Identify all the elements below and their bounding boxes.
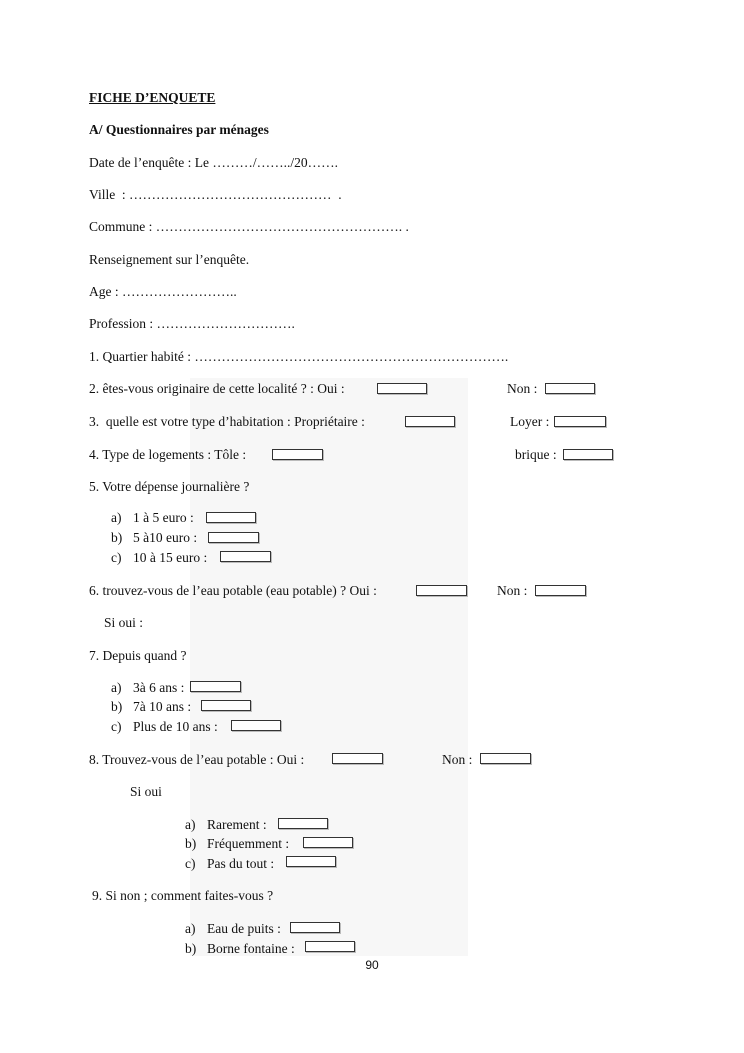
q7-question: 7. Depuis quand ?: [89, 648, 187, 663]
q3-question: 3. quelle est votre type d’habitation : Propriétaire :: [89, 414, 365, 429]
q4-brique-label: brique :: [515, 447, 557, 462]
q6-oui-checkbox[interactable]: [416, 585, 467, 596]
q2-oui-checkbox[interactable]: [377, 383, 427, 394]
age-field: Age : ……………………..: [89, 284, 237, 299]
q7-option-a-checkbox[interactable]: [190, 681, 241, 692]
q5-option-label: 5 à10 euro :: [133, 530, 198, 545]
q6-non-checkbox[interactable]: [535, 585, 586, 596]
q8-option-label: Fréquemment :: [207, 836, 290, 851]
q8-option-b-checkbox[interactable]: [303, 837, 353, 848]
q8-option-label: Pas du tout :: [207, 856, 275, 871]
q3-loyer-label: Loyer :: [510, 414, 550, 429]
section-heading: A/ Questionnaires par ménages: [89, 122, 269, 137]
q6-followup: Si oui :: [104, 615, 144, 630]
q2-non-checkbox[interactable]: [545, 383, 595, 394]
document-title: FICHE D’ENQUETE: [89, 90, 216, 105]
q7-option-label: 7à 10 ans :: [133, 699, 192, 714]
q7-option-c-checkbox[interactable]: [231, 720, 281, 731]
q7-option-label: 3à 6 ans :: [133, 680, 185, 695]
profession-field: Profession : ………………………….: [89, 316, 295, 331]
q4-question: 4. Type de logements : Tôle :: [89, 447, 247, 462]
q7-option-marker: b): [111, 699, 123, 714]
q8-option-a-checkbox[interactable]: [278, 818, 328, 829]
q5-question: 5. Votre dépense journalière ?: [89, 479, 250, 494]
q5-option-marker: a): [111, 510, 122, 525]
renseignement-label: Renseignement sur l’enquête.: [89, 252, 250, 267]
q8-option-c-checkbox[interactable]: [286, 856, 336, 867]
q9-option-b-checkbox[interactable]: [305, 941, 355, 952]
q7-option-b-checkbox[interactable]: [201, 700, 251, 711]
q3-proprietaire-checkbox[interactable]: [405, 416, 455, 427]
ville-field: Ville : ……………………………………… .: [89, 187, 342, 202]
q7-option-marker: a): [111, 680, 122, 695]
q6-non-label: Non :: [497, 583, 528, 598]
q2-question: 2. êtes-vous originaire de cette localité ? : Oui :: [89, 381, 345, 396]
q5-option-a-checkbox[interactable]: [206, 512, 256, 523]
q2-non-label: Non :: [507, 381, 538, 396]
q7-option-label: Plus de 10 ans :: [133, 719, 218, 734]
q9-question: 9. Si non ; comment faites-vous ?: [92, 888, 274, 903]
q5-option-b-checkbox[interactable]: [208, 532, 259, 543]
page-number: 90: [365, 958, 379, 972]
q8-option-marker: b): [185, 836, 197, 851]
q9-option-marker: a): [185, 921, 196, 936]
q6-question: 6. trouvez-vous de l’eau potable (eau potable) ? Oui :: [89, 583, 377, 598]
commune-field: Commune : ………………………………………………. .: [89, 219, 409, 234]
q5-option-c-checkbox[interactable]: [220, 551, 271, 562]
q5-option-label: 1 à 5 euro :: [133, 510, 194, 525]
date-field: Date de l’enquête : Le ………/……../20…….: [89, 155, 338, 170]
q4-brique-checkbox[interactable]: [563, 449, 613, 460]
q8-non-checkbox[interactable]: [480, 753, 531, 764]
q1-quartier: 1. Quartier habité : …………………………………………………………….: [89, 349, 509, 364]
q8-option-label: Rarement :: [207, 817, 267, 832]
q9-option-label: Borne fontaine :: [207, 941, 295, 956]
q3-loyer-checkbox[interactable]: [554, 416, 606, 427]
q8-option-marker: c): [185, 856, 196, 871]
q7-option-marker: c): [111, 719, 122, 734]
q8-oui-checkbox[interactable]: [332, 753, 383, 764]
q8-option-marker: a): [185, 817, 196, 832]
q9-option-a-checkbox[interactable]: [290, 922, 340, 933]
q8-followup: Si oui: [130, 784, 162, 799]
q4-tole-checkbox[interactable]: [272, 449, 323, 460]
q9-option-label: Eau de puits :: [207, 921, 281, 936]
q8-non-label: Non :: [442, 752, 473, 767]
q5-option-marker: b): [111, 530, 123, 545]
q5-option-label: 10 à 15 euro :: [133, 550, 208, 565]
q8-question: 8. Trouvez-vous de l’eau potable : Oui :: [89, 752, 305, 767]
q5-option-marker: c): [111, 550, 122, 565]
q9-option-marker: b): [185, 941, 197, 956]
